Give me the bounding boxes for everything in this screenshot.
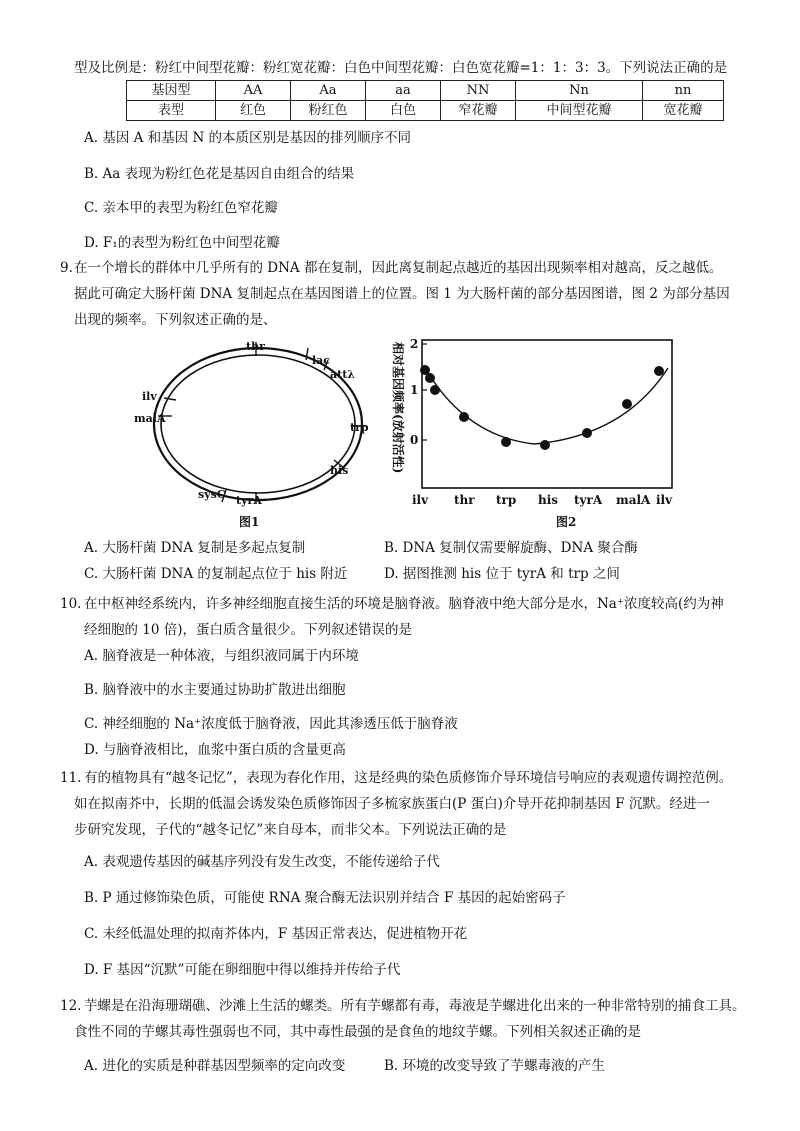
gene-label-malA: malA (134, 412, 166, 425)
q9-option-b: B. DNA 复制仅需要解旋酶、DNA 聚合酶 (384, 540, 638, 556)
q11-option-d: D. F 基因“沉默”可能在卵细胞中得以维持并传给子代 (84, 962, 401, 978)
data-point (654, 366, 664, 376)
q9-option-a: A. 大肠杆菌 DNA 复制是多起点复制 (84, 540, 306, 556)
q9-stem-line3: 出现的频率。下列叙述正确的是、 (74, 312, 277, 328)
q11-option-c: C. 未经低温处理的拟南芥体内，F 基因正常表达，促进植物开花 (84, 926, 468, 942)
xtick-malA: malA (616, 493, 651, 507)
figure-2-ylabel: 相对基因频率(放射活性) (391, 342, 405, 474)
q10-option-d: D. 与脑脊液相比，血浆中蛋白质的含量更高 (84, 742, 346, 758)
q11-number: 11. (60, 770, 82, 786)
q11-option-b: B. P 通过修饰染色质，可能使 RNA 聚合酶无法识别并结合 F 基因的起始密码子 (84, 890, 566, 906)
gene-label-thr: thr (246, 340, 265, 353)
q11-stem-line2: 如在拟南芥中，长期的低温会诱发染色质修饰因子多梳家族蛋白(P 蛋白)介导开花抑制基因 F 沉默。经进一 (74, 796, 710, 812)
q8-intro: 型及比例是：粉红中间型花瓣：粉红宽花瓣：白色中间型花瓣：白色宽花瓣=1：1：3：3。下列说法正确的是 (74, 60, 728, 76)
q12-stem-line1: 芋螺是在沿海珊瑚礁、沙滩上生活的螺类。所有芋螺都有毒，毒液是芋螺进化出来的一种非常特别的捕食工具。 (84, 998, 746, 1014)
table-cell: Nn (516, 81, 643, 101)
data-point (622, 399, 632, 409)
q11-option-a: A. 表观遗传基因的碱基序列没有发生改变，不能传递给子代 (84, 854, 440, 870)
data-point (582, 428, 592, 438)
gene-label-sysC: sysC (198, 488, 226, 501)
ytick-0: 0 (410, 433, 419, 447)
table-cell: 基因型 (127, 81, 216, 101)
q12-option-a: A. 进化的实质是种群基因型频率的定向改变 (84, 1058, 346, 1074)
gene-label-his: his (330, 464, 349, 477)
gene-label-ilv: ilv (142, 390, 157, 403)
figure-1-gene-map (128, 338, 378, 528)
q12-option-b: B. 环境的改变导致了芋螺毒液的产生 (384, 1058, 606, 1074)
xtick-ilv-left: ilv (412, 493, 429, 507)
figure-2-caption: 图2 (556, 515, 577, 529)
q12-stem-line2: 食性不同的芋螺其毒性强弱也不同，其中毒性最强的是食鱼的地纹芋螺。下列相关叙述正确的是 (74, 1024, 641, 1040)
xtick-thr: thr (454, 493, 475, 507)
ytick-2: 2 (410, 337, 419, 351)
xtick-ilv-right: ilv (656, 493, 673, 507)
q8-option-b: B. Aa 表现为粉红色花是基因自由组合的结果 (84, 166, 355, 182)
table-cell: 中间型花瓣 (516, 101, 643, 121)
q9-number: 9. (60, 260, 73, 276)
figure-2-frequency-plot (384, 336, 680, 532)
data-point (430, 385, 440, 395)
data-point (459, 412, 469, 422)
table-cell: 白色 (366, 101, 441, 121)
q9-option-c: C. 大肠杆菌 DNA 的复制起点位于 his 附近 (84, 566, 348, 582)
q9-option-d: D. 据图推测 his 位于 tyrA 和 trp 之间 (384, 566, 620, 582)
q10-stem-line2: 经细胞的 10 倍)，蛋白质含量很少。下列叙述错误的是 (84, 622, 413, 638)
gene-label-tyrA: tyrA (236, 494, 262, 507)
q10-stem-line1: 在中枢神经系统内，许多神经细胞直接生活的环境是脑脊液。脑脊液中绝大部分是水，Na⁺浓度较高(约为神 (84, 596, 724, 612)
q10-option-a: A. 脑脊液是一种体液，与组织液同属于内环境 (84, 648, 359, 664)
q10-option-c: C. 神经细胞的 Na⁺浓度低于脑脊液，因此其渗透压低于脑脊液 (84, 716, 458, 732)
chromosome-inner-ring (161, 355, 355, 493)
xtick-trp: trp (496, 493, 517, 507)
table-row (127, 81, 724, 101)
q10-number: 10. (60, 596, 82, 612)
table-cell: 红色 (216, 101, 291, 121)
gene-label-att: attλ (330, 368, 356, 381)
q11-stem-line3: 步研究发现，子代的“越冬记忆”来自母本，而非父本。下列说法正确的是 (74, 822, 507, 838)
xtick-tyrA: tyrA (574, 493, 603, 507)
plot-frame (422, 340, 672, 488)
figure-1-caption: 图1 (239, 515, 260, 528)
genotype-table (126, 80, 724, 121)
data-point (501, 437, 511, 447)
q8-option-c: C. 亲本甲的表型为粉红色窄花瓣 (84, 200, 278, 216)
table-cell: nn (643, 81, 724, 101)
gene-label-lac: lac (312, 354, 331, 367)
q12-number: 12. (60, 998, 82, 1014)
table-row (127, 101, 724, 121)
q8-option-a: A. 基因 A 和基因 N 的本质区别是基因的排列顺序不同 (84, 130, 412, 146)
table-cell: 宽花瓣 (643, 101, 724, 121)
data-point (425, 373, 435, 383)
q11-stem-line1: 有的植物具有“越冬记忆”，表现为春化作用，这是经典的染色质修饰介导环境信号响应的表观遗传调控范例。 (84, 770, 733, 786)
table-cell: 粉红色 (291, 101, 366, 121)
table-cell: NN (441, 81, 516, 101)
table-cell: AA (216, 81, 291, 101)
table-cell: aa (366, 81, 441, 101)
ytick-1: 1 (410, 383, 419, 397)
q10-option-b: B. 脑脊液中的水主要通过协助扩散进出细胞 (84, 682, 346, 698)
xtick-his: his (538, 493, 559, 507)
ilv-tick (164, 398, 176, 400)
q9-stem-line1: 在一个增长的群体中几乎所有的 DNA 都在复制，因此离复制起点越近的基因出现频率相对越高，反之越低。 (74, 260, 723, 276)
q8-option-d: D. F₁的表型为粉红色中间型花瓣 (84, 235, 280, 251)
q9-stem-line2: 据此可确定大肠杆菌 DNA 复制起点在基因图谱上的位置。图 1 为大肠杆菌的部分基因图谱，图 2 为部分基因 (74, 286, 730, 302)
data-point (540, 440, 550, 450)
table-cell: Aa (291, 81, 366, 101)
table-cell: 表型 (127, 101, 216, 121)
table-cell: 窄花瓣 (441, 101, 516, 121)
gene-label-trp: trp (350, 421, 369, 434)
